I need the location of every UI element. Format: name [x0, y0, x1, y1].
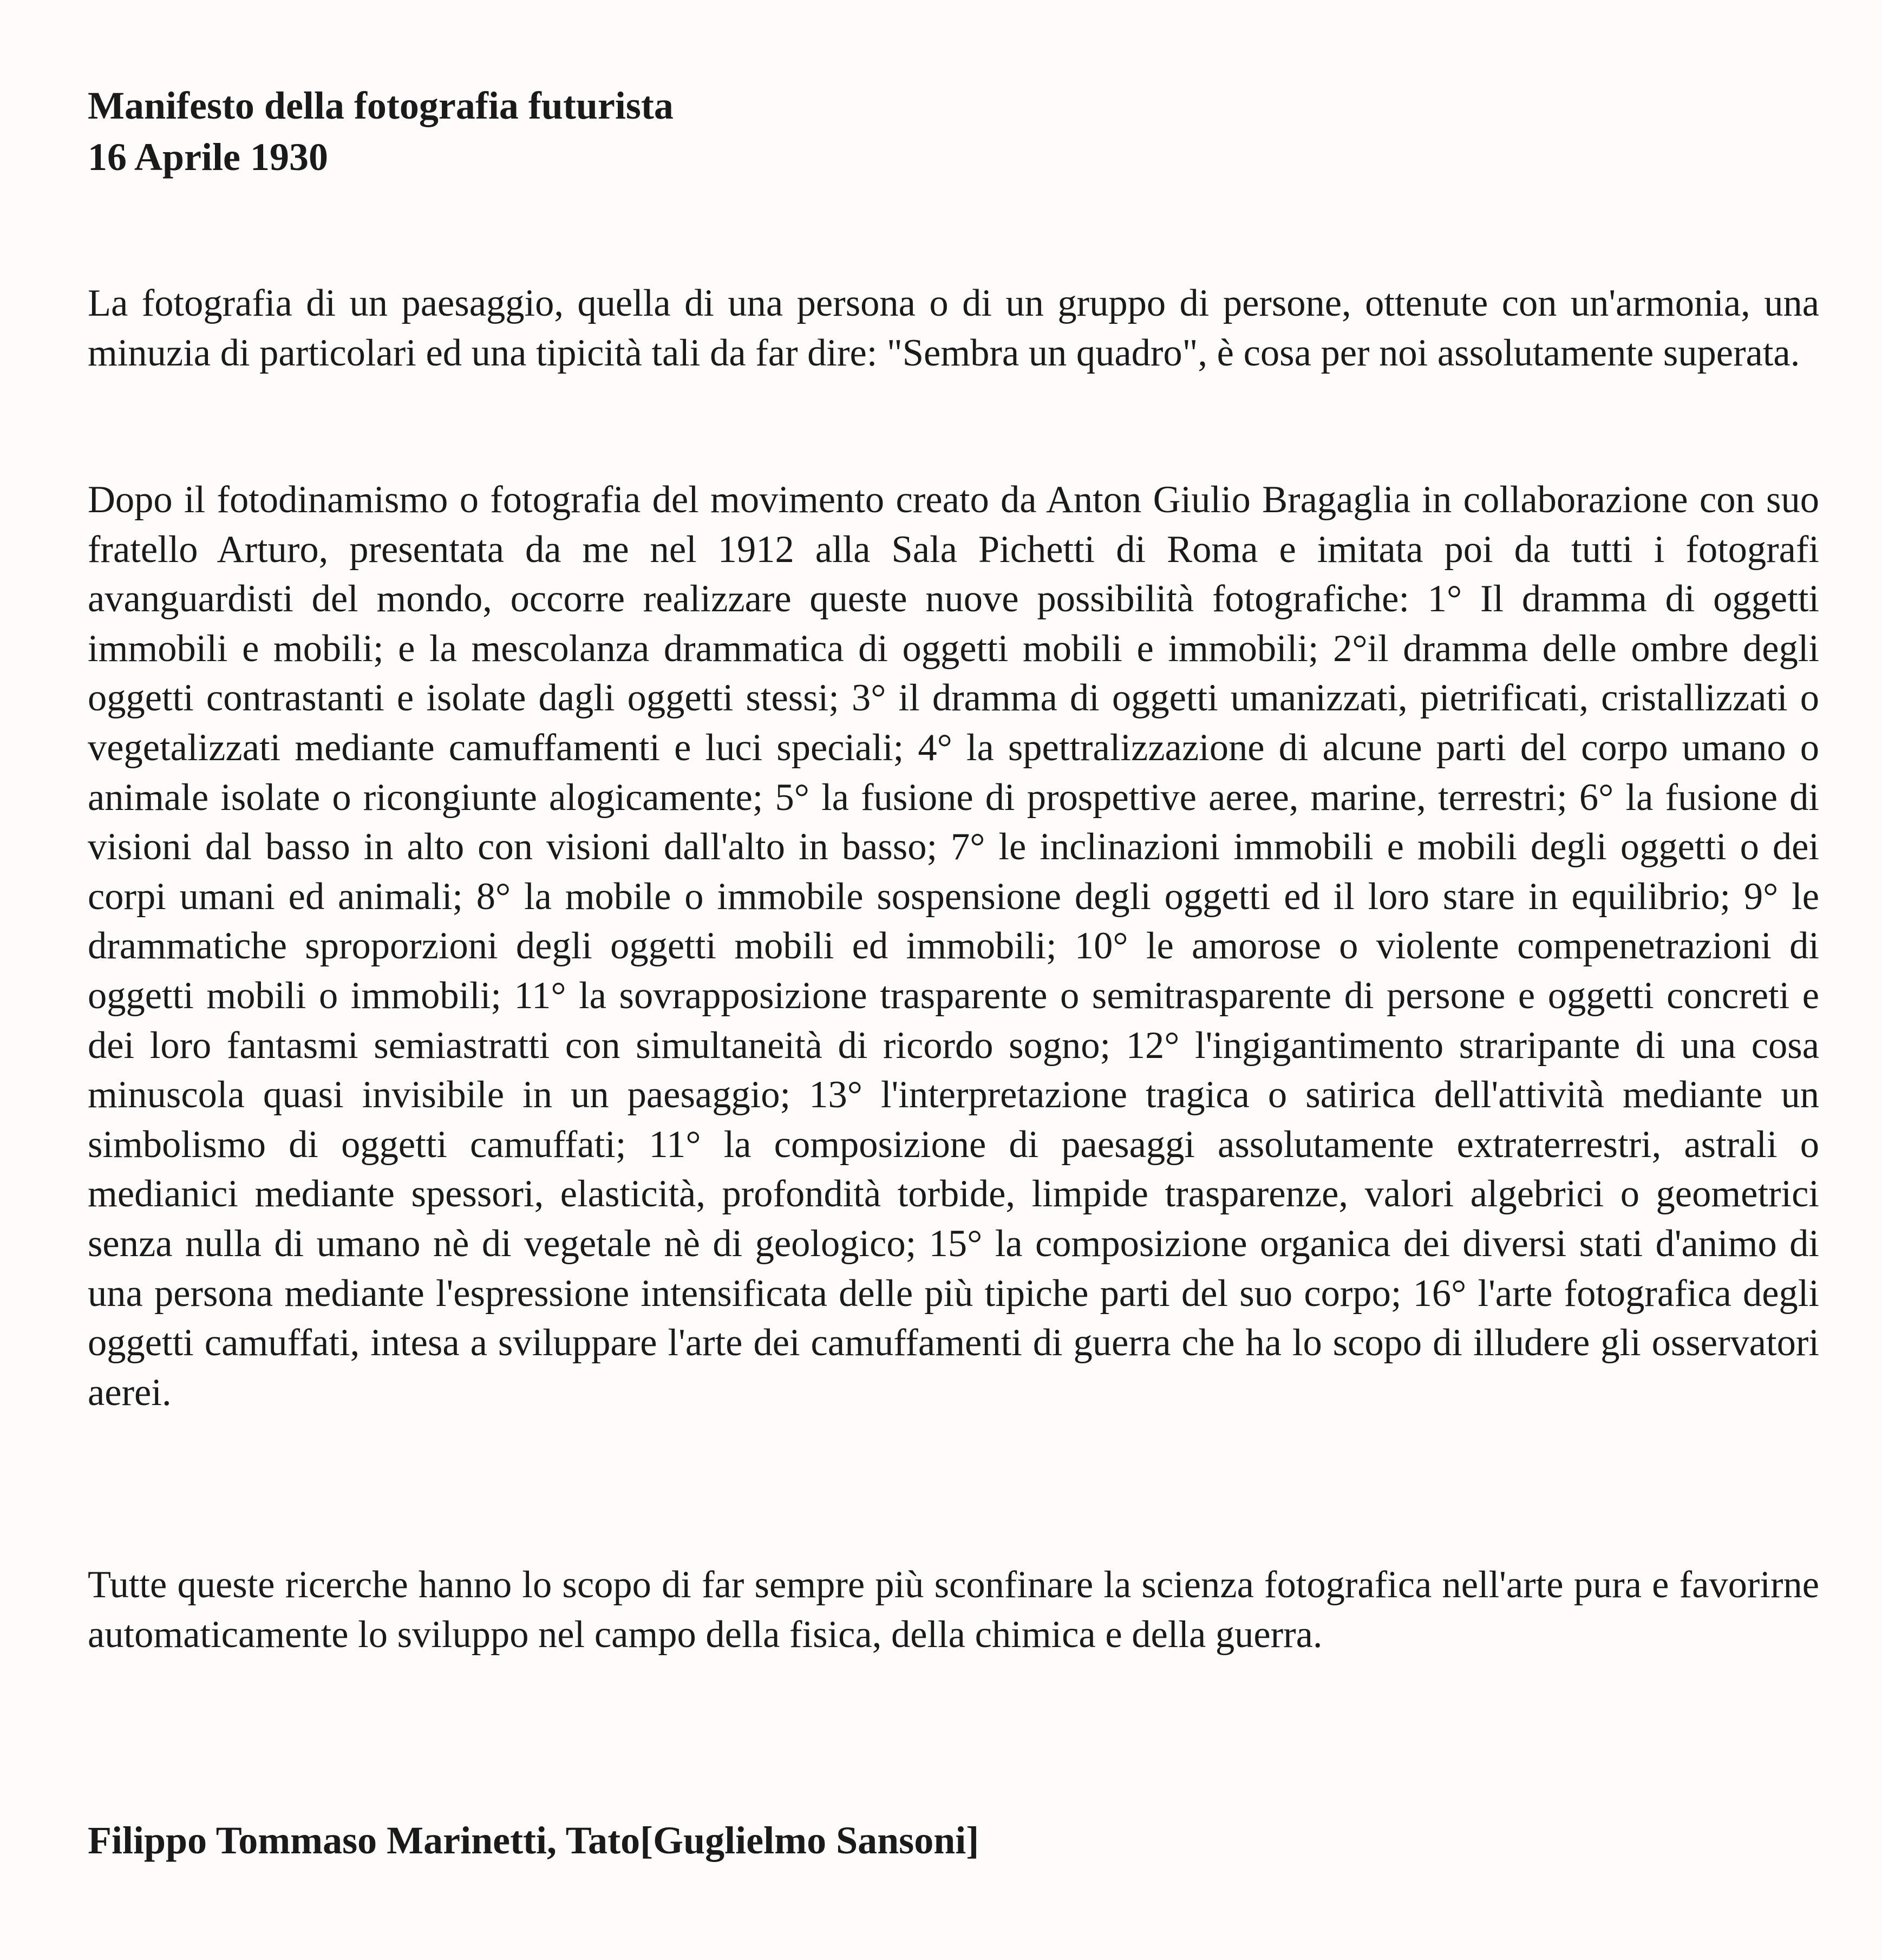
document-title: Manifesto della fotografia futurista [88, 84, 674, 127]
paragraph-conclusion: Tutte queste ricerche hanno lo scopo di far sempre più sconfinare la scienza fotografica nell'arte pura e favorirne automaticamente lo sviluppo nel campo della fisica, della chimica e della guerra. [88, 1564, 1819, 1656]
title-block [88, 80, 1819, 183]
signature-line: Filippo Tommaso Marinetti, Tato[Guglielmo Sansoni] [88, 1819, 979, 1862]
document-date: 16 Aprile 1930 [88, 135, 328, 179]
paragraph-intro: La fotografia di un paesaggio, quella di una persona o di un gruppo di persone, ottenute con un'armonia, una minuzia di particolari ed una tipicità tali da far dire: "Sembra un quadro", è cosa per noi assolutamente superata. [88, 282, 1819, 374]
document-page [88, 80, 1819, 1862]
paragraph-possibilities: Dopo il fotodinamismo o fotografia del movimento creato da Anton Giulio Bragaglia in collaborazione con suo fratello Arturo, presentata da me nel 1912 alla Sala Pichetti di Roma e imitata poi da tutti i fotografi avanguardisti del mondo, occorre realizzare queste nuove possibilità fotografiche: 1° Il dramma di oggetti immobili e mobili; e la mescolanza drammatica di oggetti mobili e immobili; 2°il dramma delle ombre degli oggetti contrastanti e isolate dagli oggetti stessi; 3° il dramma di oggetti umanizzati, pietrificati, cristallizzati o vegetalizzati mediante camuffamenti e luci speciali; 4° la spettralizzazione di alcune parti del corpo umano o animale isolate o ricongiunte alogicamente; 5° la fusione di prospettive aeree, marine, terrestri; 6° la fusione di visioni dal basso in alto con visioni dall'alto in basso; 7° le inclinazioni immobili e mobili degli oggetti o dei corpi umani ed animali; 8° la mobile o immobile sospensione degli oggetti ed il loro stare in equilibrio; 9° le drammatiche sproporzioni degli oggetti mobili ed immobili; 10° le amorose o violente compenetrazioni di oggetti mobili o immobili; 11° la sovrapposizione trasparente o semitrasparente di persone e oggetti concreti e dei loro fantasmi semiastratti con simultaneità di ricordo sogno; 12° l'ingigantimento straripante di una cosa minuscola quasi invisibile in un paesaggio; 13° l'interpretazione tragica o satirica dell'attività mediante un simbolismo di oggetti camuffati; 11° la composizione di paesaggi assolutamente extraterrestri, astrali o medianici mediante spessori, elasticità, profondità torbide, limpide trasparenze, valori algebrici o geometrici senza nulla di umano nè di vegetale nè di geologico; 15° la composizione organica dei diversi stati d'animo di una persona mediante l'espressione intensificata delle più tipiche parti del suo corpo; 16° l'arte fotografica degli oggetti camuffati, intesa a sviluppare l'arte dei camuffamenti di guerra che ha lo scopo di illudere gli osservatori aerei. [88, 479, 1819, 1414]
